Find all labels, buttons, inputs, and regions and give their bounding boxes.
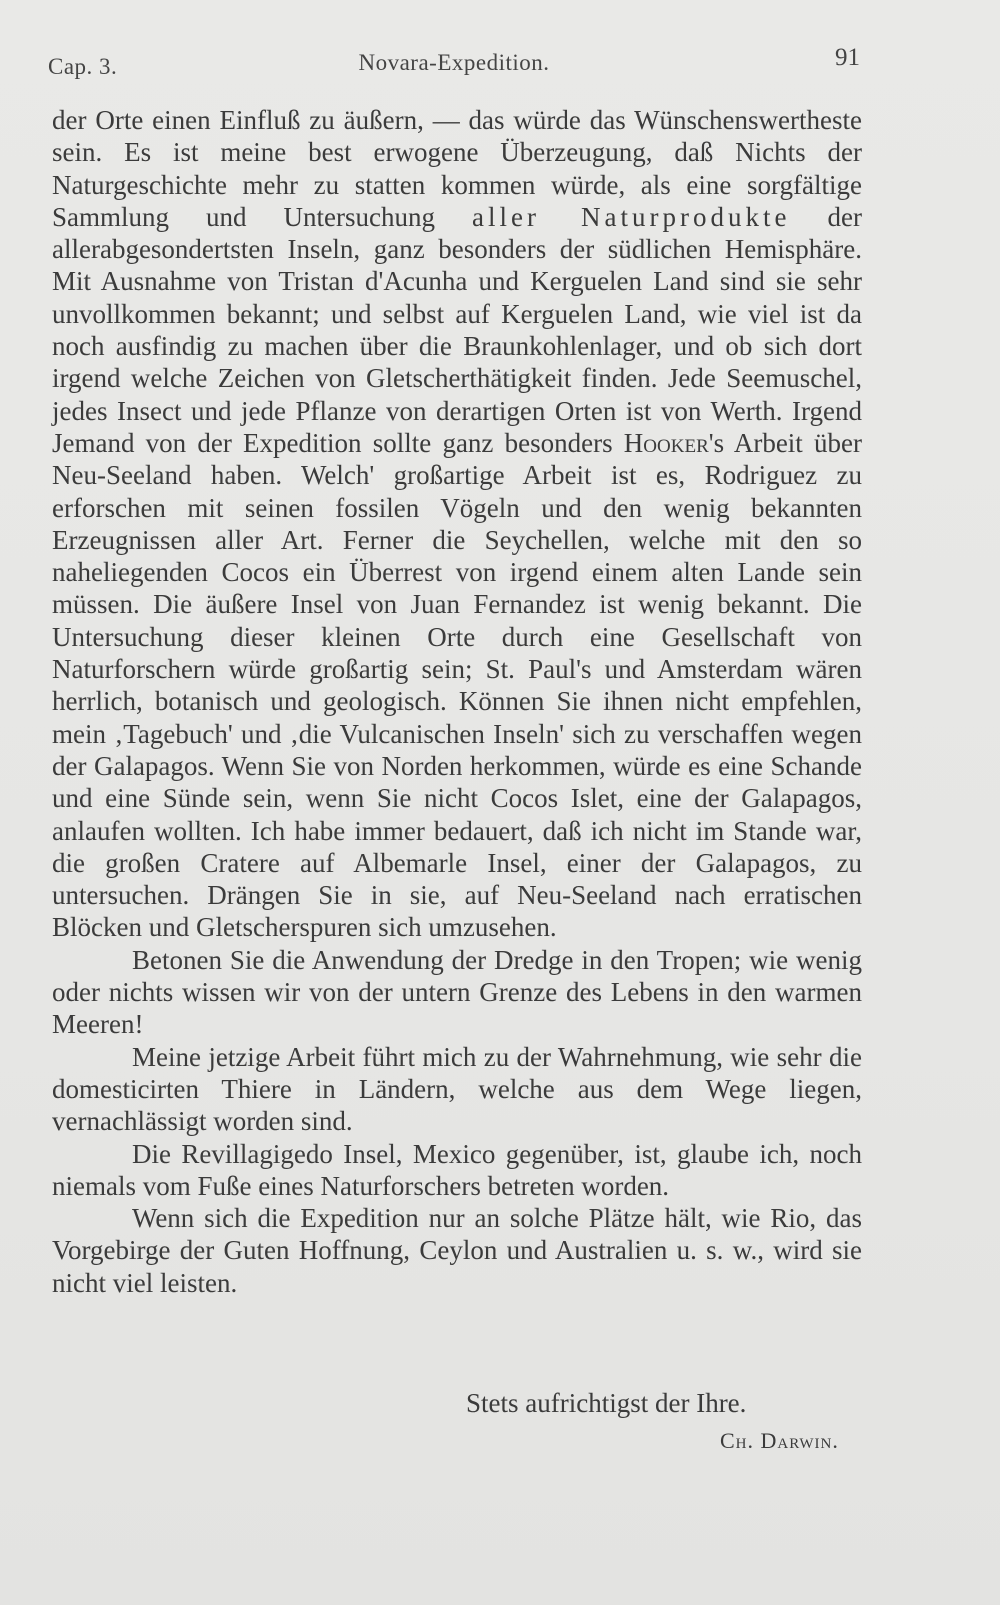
emphasized-phrase: aller Naturprodukte <box>472 201 791 232</box>
paragraph-1-part-a: der Orte einen Einfluß zu äußern, — das würde das Wünschenswertheste sein. Es ist meine best erwogene Überzeugung, daß Nichts der Naturgeschichte mehr zu statten kommen würde, als eine sorgfältige Sammlung und Untersuchung <box>52 105 862 232</box>
paragraph-5: Wenn sich die Expedition nur an solche Plätze hält, wie Rio, das Vorgebirge der Guten Hoffnung, Ceylon und Australien u. s. w., wird sie nicht viel leisten. <box>52 1203 862 1298</box>
closing-line: Stets aufrichtigst der Ihre. <box>466 1388 747 1418</box>
letter-body <box>52 104 862 1299</box>
paragraph-3: Meine jetzige Arbeit führt mich zu der Wahrnehmung, wie sehr die domesticirten Thiere in Ländern, welche aus dem Wege liegen, vernachlässigt worden sind. <box>52 1041 862 1137</box>
page-number: 91 <box>835 44 860 71</box>
chapter-label: Cap. 3. <box>48 54 118 79</box>
paragraph-4: Die Revillagigedo Insel, Mexico gegenüber, ist, glaube ich, noch niemals vom Fuße eines Naturforschers betreten worden. <box>52 1138 862 1201</box>
page-header <box>48 44 860 84</box>
paragraph-1-part-b: der allerabgesondertsten Inseln, ganz besonders der südlichen Hemisphäre. Mit Ausnahme von Tristan d'Acunha und Kerguelen Land sind sie sehr unvollkommen bekannt; und selbst auf Kerguelen Land, wie viel ist da noch ausfindig zu machen über die Braunkohlenlager, und ob sich dort irgend welche Zeichen von Gletscherthätigkeit finden. Jede Seemuschel, jedes Insect und jede Pflanze von derartigen Orten ist von Werth. Irgend Jemand von der Expedition sollte ganz besonders <box>52 201 862 458</box>
paragraph-1-part-c: 's Arbeit über Neu-Seeland haben. Welch' großartige Arbeit ist es, Rodriguez zu erforschen mit seinen fossilen Vögeln und den wenig bekannten Erzeugnissen aller Art. Ferner die Seychellen, welche mit den so naheliegenden Cocos ein Überrest von irgend einem alten Lande sein müssen. Die äußere Insel von Juan Fernandez ist wenig bekannt. Die Untersuchung dieser kleinen Orte durch eine Gesellschaft von Naturforschern würde großartig sein; St. Paul's und Amsterdam wären herrlich, botanisch und geologisch. Können Sie ihnen nicht empfehlen, mein ‚Tagebuch' und ‚die Vulcanischen Inseln' sich zu verschaffen wegen der Galapagos. Wenn Sie von Norden herkommen, würde es eine Schande und eine Sünde sein, wenn Sie nicht Cocos Islet, eine der Galapagos, anlaufen wollten. Ich habe immer bedauert, daß ich nicht im Stande war, die großen Cratere auf Albemarle Insel, einer der Galapagos, zu untersuchen. Drängen Sie in sie, auf Neu-Seeland nach erratischen Blöcken und Gletscherspuren sich umzusehen. <box>52 427 862 943</box>
paragraph-1 <box>52 104 862 944</box>
signature: Ch. Darwin. <box>720 1428 839 1453</box>
author-name-hooker: Hooker <box>623 427 709 458</box>
running-title: Novara-Expedition. <box>358 50 550 75</box>
paragraph-2: Betonen Sie die Anwendung der Dredge in den Tropen; wie wenig oder nichts wissen wir von der untern Grenze des Lebens in den warmen Meeren! <box>52 944 862 1040</box>
